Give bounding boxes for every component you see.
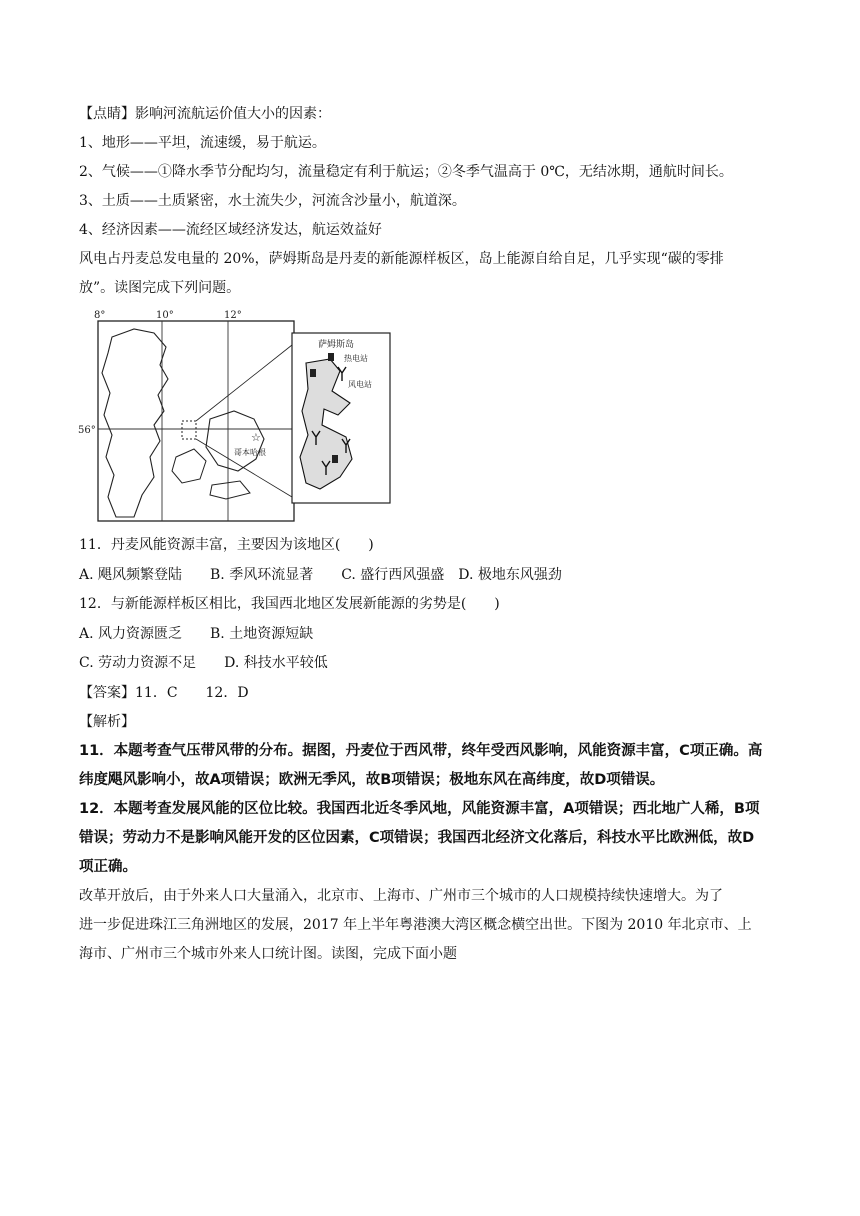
- analysis-line-1: 11．本题考查气压带风带的分布。据图，丹麦位于西风带，终年受西风影响，风能资源丰富，C项正确。高: [79, 743, 763, 759]
- denmark-map: [78, 307, 520, 525]
- lat-label-56: 56°: [78, 425, 96, 436]
- passage1-line1: 风电占丹麦总发电量的 20%，萨姆斯岛是丹麦的新能源样板区，岛上能源自给自足，几乎实现“碳的零排: [79, 251, 724, 267]
- passage2-line-2: 进一步促进珠江三角洲地区的发展，2017 年上半年粤港澳大湾区概念横空出世。下图为 2010 年北京市、上: [79, 917, 752, 933]
- thermal-station-icon: [328, 353, 334, 361]
- analysis-line-5: 项正确。: [79, 859, 137, 875]
- thermal-station-icon: [310, 369, 316, 377]
- q12-options-row1: A. 风力资源匮乏 B. 土地资源短缺: [79, 626, 314, 642]
- q11-stem: 11．丹麦风能资源丰富，主要因为该地区( ): [79, 537, 374, 553]
- lon-label-12: 12°: [224, 310, 242, 321]
- legend-wind: 风电站: [348, 380, 372, 389]
- tip-item-4: 4、经济因素——流经区域经济发达，航运效益好: [79, 222, 382, 238]
- legend-thermal: 热电站: [344, 354, 368, 363]
- analysis-heading: 【解析】: [79, 714, 135, 730]
- passage2-line-1: 改革开放后，由于外来人口大量涌入，北京市、上海市、广州市三个城市的人口规模持续快速增大。为了: [79, 888, 723, 904]
- q12-options-row2: C. 劳动力资源不足 D. 科技水平较低: [79, 655, 328, 671]
- copenhagen-star-icon: ☆: [251, 431, 261, 444]
- lon-label-10: 10°: [156, 310, 174, 321]
- answer: 【答案】11．C 12．D: [79, 685, 249, 701]
- city-label: 哥本哈根: [234, 448, 266, 457]
- tip-item-2: 2、气候——①降水季节分配均匀，流量稳定有利于航运；②冬季气温高于 0℃，无结冰期，通航时间长。: [79, 164, 733, 180]
- passage2-line-3: 海市、广州市三个城市外来人口统计图。读图，完成下面小题: [79, 946, 457, 962]
- tip-heading: 【点睛】影响河流航运价值大小的因素：: [79, 106, 331, 122]
- q12-stem: 12．与新能源样板区相比，我国西北地区发展新能源的劣势是( ): [79, 596, 500, 612]
- denmark-map-figure: [78, 307, 520, 525]
- tip-item-1: 1、地形——平坦，流速缓，易于航运。: [79, 135, 326, 151]
- thermal-station-icon: [332, 455, 338, 463]
- passage1-line2: 放”。读图完成下列问题。: [79, 280, 241, 296]
- analysis-line-3: 12．本题考查发展风能的区位比较。我国西北近冬季风地，风能资源丰富，A项错误；西北地广人稀，B项: [79, 801, 760, 817]
- analysis-line-2: 纬度飓风影响小，故A项错误；欧洲无季风，故B项错误；极地东风在高纬度，故D项错误。: [79, 772, 665, 788]
- tip-item-3: 3、土质——土质紧密，水土流失少，河流含沙量小，航道深。: [79, 193, 466, 209]
- analysis-line-4: 错误；劳动力不是影响风能开发的区位因素，C项错误；我国西北经济文化落后，科技水平比欧洲低，故D: [79, 830, 755, 846]
- lon-label-8: 8°: [94, 310, 106, 321]
- q11-options: A. 飓风频繁登陆 B. 季风环流显著 C. 盛行西风强盛 D. 极地东风强劲: [79, 567, 562, 583]
- inset-title: 萨姆斯岛: [318, 340, 355, 350]
